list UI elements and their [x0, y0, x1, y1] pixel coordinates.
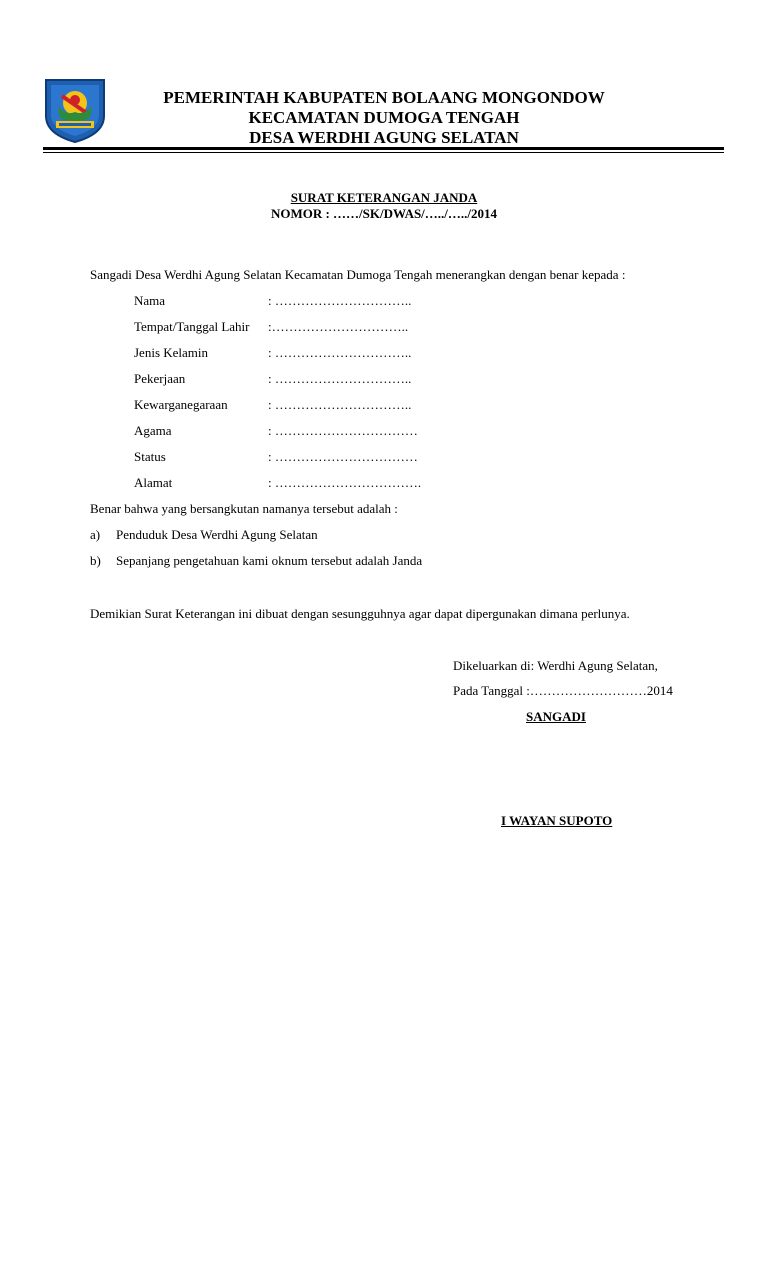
statement-paragraph: Benar bahwa yang bersangkutan namanya tersebut adalah : [90, 501, 398, 516]
field-label-status: Status [134, 449, 166, 464]
field-label-jenis-kelamin: Jenis Kelamin [134, 345, 209, 360]
field-value-agama: : …………………………… [268, 423, 418, 438]
letter-number: NOMOR : ……/SK/DWAS/…../…../2014 [270, 206, 498, 221]
issued-place: Dikeluarkan di: Werdhi Agung Selatan, [453, 658, 658, 673]
point-marker-b: b) [90, 553, 101, 568]
field-label-alamat: Alamat [134, 475, 173, 490]
field-value-kewarganegaraan: : ………………………….. [268, 397, 412, 412]
issued-date: Pada Tanggal :………………………2014 [453, 683, 673, 698]
point-text-a: Penduduk Desa Werdhi Agung Selatan [116, 527, 318, 542]
signatory-name: I WAYAN SUPOTO [501, 813, 613, 828]
field-label-tempat-tanggal-lahir: Tempat/Tanggal Lahir [134, 319, 250, 334]
signatory-position: SANGADI [526, 709, 586, 724]
intro-paragraph: Sangadi Desa Werdhi Agung Selatan Kecamatan Dumoga Tengah menerangkan dengan benar kepada : [90, 267, 626, 282]
field-value-nama: : ………………………….. [268, 293, 412, 308]
point-marker-a: a) [90, 527, 101, 542]
letter-title: SURAT KETERANGAN JANDA [290, 190, 478, 205]
header-divider-thick [43, 147, 724, 150]
field-label-nama: Nama [134, 293, 166, 308]
point-text-b: Sepanjang pengetahuan kami oknum tersebut adalah Janda [116, 553, 423, 568]
header-village: DESA WERDHI AGUNG SELATAN [249, 128, 519, 147]
header-district: KECAMATAN DUMOGA TENGAH [248, 108, 520, 127]
closing-paragraph: Demikian Surat Keterangan ini dibuat dengan sesungguhnya agar dapat dipergunakan dimana perlunya. [90, 606, 630, 621]
field-value-jenis-kelamin: : ………………………….. [268, 345, 412, 360]
field-label-pekerjaan: Pekerjaan [134, 371, 186, 386]
field-label-agama: Agama [134, 423, 172, 438]
field-value-tempat-tanggal-lahir: :………………………….. [268, 319, 409, 334]
field-value-alamat: : ……………………………. [268, 475, 422, 490]
header-divider-thin [43, 152, 724, 153]
field-value-status: : …………………………… [268, 449, 418, 464]
field-label-kewarganegaraan: Kewarganegaraan [134, 397, 228, 412]
header-government: PEMERINTAH KABUPATEN BOLAANG MONGONDOW [163, 88, 605, 107]
field-value-pekerjaan: : ………………………….. [268, 371, 412, 386]
